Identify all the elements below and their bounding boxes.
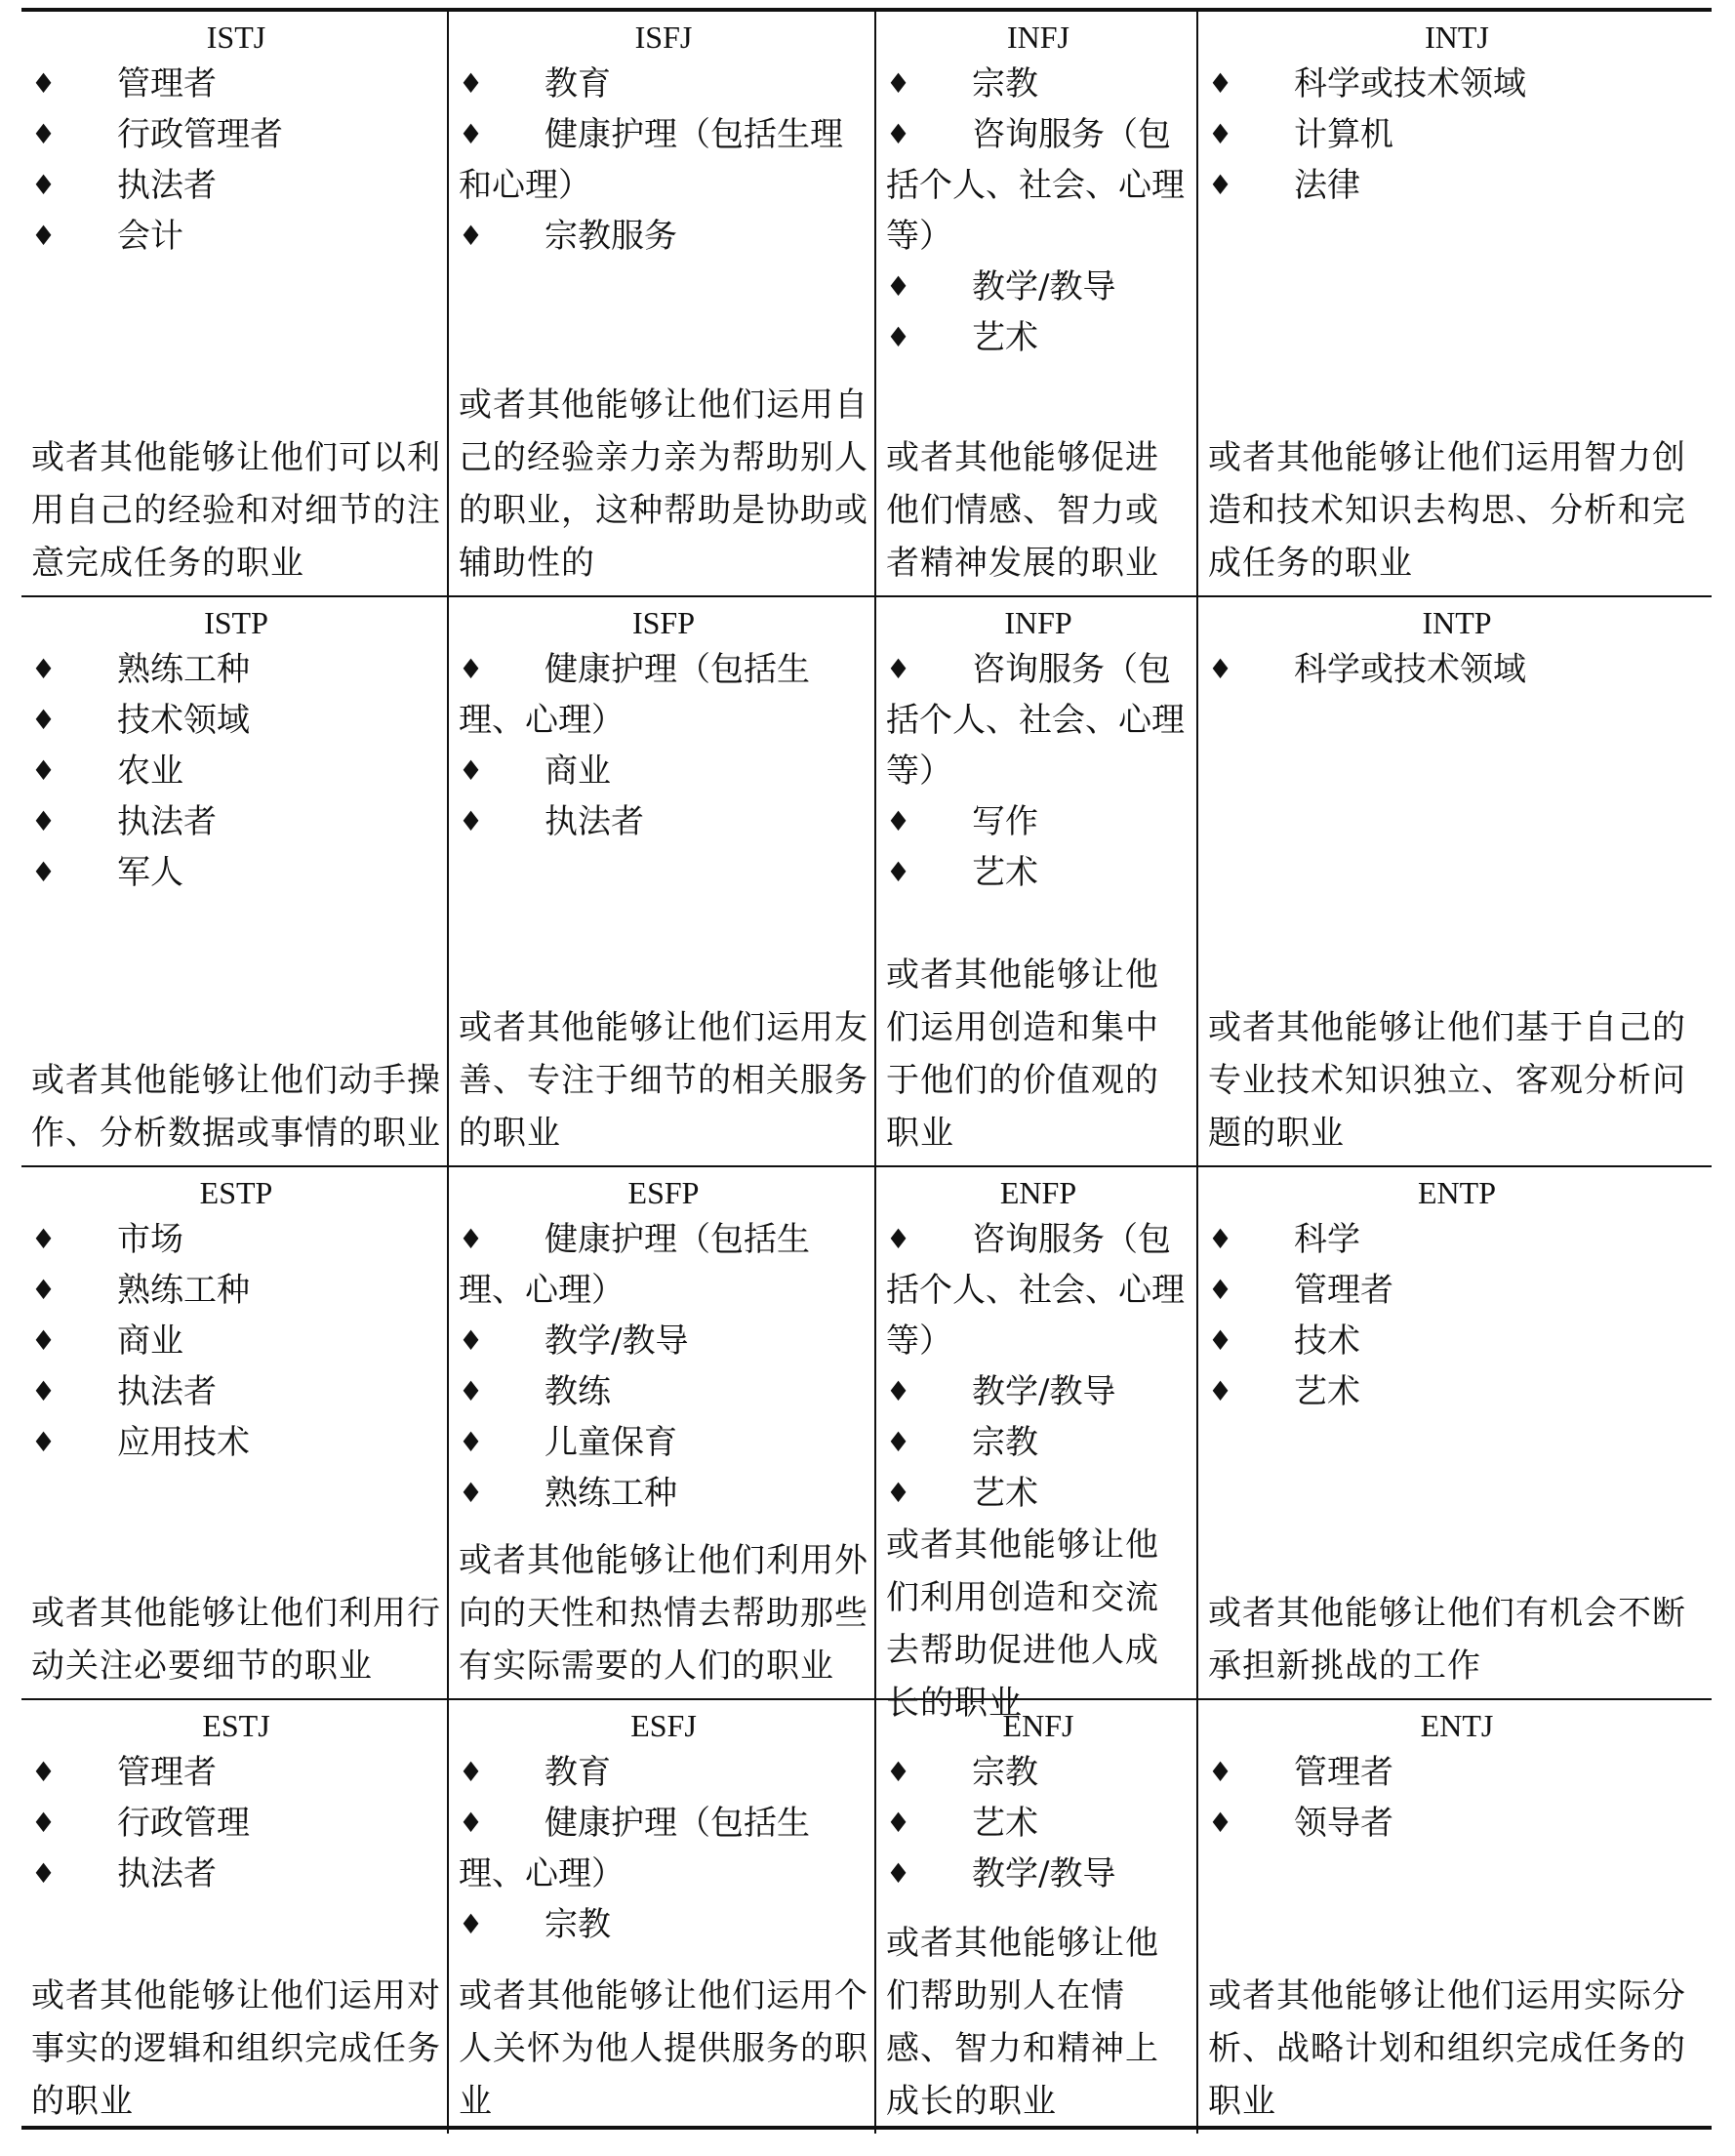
- diamond-bullet-icon: ♦: [886, 1426, 911, 1458]
- type-cell-infp: [876, 597, 1198, 1167]
- diamond-bullet-icon: ♦: [459, 653, 484, 685]
- diamond-bullet-icon: ♦: [459, 1375, 484, 1407]
- type-heading: ENTJ: [1420, 1708, 1494, 1743]
- career-item: [31, 59, 441, 109]
- career-item: [886, 59, 1190, 109]
- career-item-text: 宗教服务: [545, 217, 677, 256]
- career-list: [31, 1214, 441, 1468]
- diamond-bullet-icon: ♦: [886, 1375, 911, 1407]
- career-description: 或者其他能够让他们利用外向的天性和热情去帮助那些有实际需要的人们的职业: [459, 1541, 868, 1686]
- career-item-text: 技术领域: [117, 701, 250, 740]
- diamond-bullet-icon: ♦: [1208, 1324, 1233, 1357]
- career-item: [31, 160, 441, 211]
- career-item: [886, 847, 1190, 898]
- career-item-text: 咨询服务（包括个人、社会、心理等）: [886, 1220, 1185, 1361]
- diamond-bullet-icon: ♦: [886, 856, 911, 888]
- type-cell-entj: [1198, 1700, 1712, 2134]
- diamond-bullet-icon: ♦: [31, 1274, 57, 1306]
- diamond-bullet-icon: ♦: [459, 1426, 484, 1458]
- career-description: 或者其他能够让他们运用创造和集中于他们的价值观的职业: [886, 956, 1159, 1153]
- career-item-text: 管理者: [1294, 1753, 1393, 1792]
- career-item-text: 宗教: [972, 64, 1038, 103]
- career-list: [459, 644, 868, 847]
- career-item-text: 写作: [972, 802, 1038, 841]
- diamond-bullet-icon: ♦: [1208, 1807, 1233, 1839]
- career-item: [1208, 59, 1706, 109]
- career-item-text: 宗教: [545, 1905, 611, 1944]
- career-item-text: 咨询服务（包括个人、社会、心理等）: [886, 115, 1185, 256]
- type-cell-enfj: [876, 1700, 1198, 2134]
- diamond-bullet-icon: ♦: [886, 1223, 911, 1255]
- diamond-bullet-icon: ♦: [459, 1756, 484, 1788]
- type-heading: ESTP: [199, 1175, 273, 1210]
- type-heading: ISFP: [631, 605, 696, 640]
- diamond-bullet-icon: ♦: [886, 67, 911, 100]
- diamond-bullet-icon: ♦: [31, 1223, 57, 1255]
- career-item-text: 市场: [117, 1220, 183, 1259]
- career-item: [31, 211, 441, 262]
- career-item-text: 管理者: [117, 64, 217, 103]
- career-item-text: 艺术: [972, 1804, 1038, 1843]
- career-item-text: 健康护理（包括生理和心理）: [459, 115, 843, 205]
- diamond-bullet-icon: ♦: [459, 1807, 484, 1839]
- career-item-text: 健康护理（包括生理、心理）: [459, 1220, 810, 1310]
- type-heading: ENTP: [1418, 1175, 1496, 1210]
- career-item-text: 健康护理（包括生理、心理）: [459, 650, 810, 740]
- career-item: [886, 1849, 1190, 1899]
- diamond-bullet-icon: ♦: [459, 1324, 484, 1357]
- diamond-bullet-icon: ♦: [1208, 67, 1233, 100]
- career-description: 或者其他能够让他们运用友善、专注于细节的相关服务的职业: [459, 1008, 868, 1153]
- career-item-text: 行政管理: [117, 1804, 250, 1843]
- career-item: [1208, 1265, 1706, 1316]
- diamond-bullet-icon: ♦: [31, 220, 57, 252]
- career-item: [31, 695, 441, 746]
- career-item-text: 执法者: [545, 802, 644, 841]
- type-cell-estj: [21, 1700, 449, 2134]
- career-item: [459, 644, 868, 746]
- diamond-bullet-icon: ♦: [1208, 1274, 1233, 1306]
- career-item: [31, 796, 441, 847]
- career-item-text: 宗教: [972, 1423, 1038, 1462]
- career-item: [886, 262, 1190, 312]
- career-item: [459, 746, 868, 796]
- career-item-text: 艺术: [972, 853, 1038, 892]
- career-item: [31, 847, 441, 898]
- career-item-text: 宗教: [972, 1753, 1038, 1792]
- career-item: [31, 1417, 441, 1468]
- career-list: [1208, 644, 1706, 695]
- career-item-text: 儿童保育: [545, 1423, 677, 1462]
- career-item: [886, 109, 1190, 262]
- diamond-bullet-icon: ♦: [886, 1857, 911, 1890]
- diamond-bullet-icon: ♦: [886, 1807, 911, 1839]
- type-cell-isfj: [449, 12, 876, 597]
- career-item: [459, 796, 868, 847]
- diamond-bullet-icon: ♦: [459, 1477, 484, 1509]
- type-heading: ISFJ: [634, 20, 693, 55]
- career-item: [886, 1214, 1190, 1366]
- career-item: [886, 644, 1190, 796]
- career-item-text: 计算机: [1294, 115, 1393, 154]
- career-item: [1208, 1366, 1706, 1417]
- career-item-text: 咨询服务（包括个人、社会、心理等）: [886, 650, 1185, 791]
- career-item: [1208, 1798, 1706, 1849]
- type-heading: ESFJ: [630, 1708, 697, 1743]
- career-item-text: 执法者: [117, 1372, 217, 1411]
- career-item: [31, 109, 441, 160]
- career-item-text: 艺术: [972, 318, 1038, 357]
- diamond-bullet-icon: ♦: [459, 118, 484, 150]
- career-item: [31, 1747, 441, 1798]
- career-item-text: 管理者: [117, 1753, 217, 1792]
- career-item-text: 教学/教导: [972, 1372, 1116, 1411]
- career-item-text: 商业: [117, 1322, 183, 1361]
- diamond-bullet-icon: ♦: [31, 1324, 57, 1357]
- career-description: 或者其他能够让他们运用自己的经验亲力亲为帮助别人的职业，这种帮助是协助或辅助性的: [459, 386, 868, 583]
- career-list: [31, 59, 441, 262]
- type-cell-enfp: [876, 1167, 1198, 1723]
- career-item-text: 技术: [1294, 1322, 1360, 1361]
- diamond-bullet-icon: ♦: [31, 653, 57, 685]
- diamond-bullet-icon: ♦: [31, 169, 57, 201]
- career-description: 或者其他能够让他们运用实际分析、战略计划和组织完成任务的职业: [1208, 1976, 1686, 2121]
- diamond-bullet-icon: ♦: [31, 805, 57, 837]
- type-cell-infj: [876, 12, 1198, 597]
- career-item: [459, 109, 868, 211]
- diamond-bullet-icon: ♦: [31, 1807, 57, 1839]
- diamond-bullet-icon: ♦: [31, 754, 57, 787]
- career-item: [886, 1747, 1190, 1798]
- diamond-bullet-icon: ♦: [459, 1908, 484, 1940]
- type-cell-estp: [21, 1167, 449, 1700]
- career-item-text: 教学/教导: [972, 267, 1116, 306]
- career-item: [459, 211, 868, 262]
- career-list: [1208, 1747, 1706, 1849]
- type-cell-entp: [1198, 1167, 1712, 1700]
- type-heading: ENFP: [999, 1175, 1077, 1210]
- career-list: [886, 1747, 1190, 1899]
- career-item: [459, 1468, 868, 1519]
- career-item: [459, 1316, 868, 1366]
- career-item: [886, 1366, 1190, 1417]
- career-list: [31, 1747, 441, 1899]
- diamond-bullet-icon: ♦: [886, 1756, 911, 1788]
- career-item: [31, 1265, 441, 1316]
- career-item: [1208, 109, 1706, 160]
- career-item: [31, 1798, 441, 1849]
- career-description: 或者其他能够促进他们情感、智力或者精神发展的职业: [886, 438, 1159, 583]
- type-cell-isfp: [449, 597, 876, 1167]
- career-description: 或者其他能够让他们利用创造和交流去帮助促进他人成长的职业: [886, 1525, 1159, 1723]
- career-item-text: 商业: [545, 752, 611, 791]
- career-item-text: 农业: [117, 752, 183, 791]
- career-item: [1208, 1747, 1706, 1798]
- career-list: [459, 1747, 868, 1950]
- diamond-bullet-icon: ♦: [1208, 169, 1233, 201]
- career-item: [1208, 1316, 1706, 1366]
- type-heading: INTJ: [1425, 20, 1489, 55]
- career-item: [1208, 644, 1706, 695]
- career-list: [886, 644, 1190, 898]
- career-table: [21, 8, 1712, 2130]
- diamond-bullet-icon: ♦: [886, 270, 911, 303]
- career-description: 或者其他能够让他们基于自己的专业技术知识独立、客观分析问题的职业: [1208, 1008, 1686, 1153]
- career-list: [1208, 1214, 1706, 1417]
- career-item-text: 科学或技术领域: [1294, 650, 1526, 689]
- type-cell-esfj: [449, 1700, 876, 2134]
- type-cell-istp: [21, 597, 449, 1167]
- diamond-bullet-icon: ♦: [459, 220, 484, 252]
- career-item: [886, 312, 1190, 363]
- type-cell-istj: [21, 12, 449, 597]
- career-item-text: 健康护理（包括生理、心理）: [459, 1804, 810, 1893]
- diamond-bullet-icon: ♦: [31, 67, 57, 100]
- career-item: [31, 1849, 441, 1899]
- career-item-text: 教练: [545, 1372, 611, 1411]
- type-heading: ISTJ: [206, 20, 266, 55]
- career-item: [459, 1366, 868, 1417]
- career-list: [886, 59, 1190, 363]
- career-item-text: 会计: [117, 217, 183, 256]
- type-cell-intj: [1198, 12, 1712, 597]
- diamond-bullet-icon: ♦: [31, 118, 57, 150]
- career-list: [31, 644, 441, 898]
- career-list: [459, 59, 868, 262]
- type-heading: INFJ: [1006, 20, 1069, 55]
- diamond-bullet-icon: ♦: [459, 754, 484, 787]
- career-item: [31, 644, 441, 695]
- career-item: [31, 1214, 441, 1265]
- career-item-text: 教学/教导: [972, 1854, 1116, 1893]
- career-item-text: 教育: [545, 1753, 611, 1792]
- career-description: 或者其他能够让他们帮助别人在情感、智力和精神上成长的职业: [886, 1924, 1159, 2121]
- diamond-bullet-icon: ♦: [1208, 653, 1233, 685]
- career-item-text: 艺术: [972, 1474, 1038, 1513]
- career-item: [886, 796, 1190, 847]
- career-item-text: 教学/教导: [545, 1322, 689, 1361]
- diamond-bullet-icon: ♦: [1208, 1756, 1233, 1788]
- career-item: [886, 1468, 1190, 1519]
- diamond-bullet-icon: ♦: [459, 67, 484, 100]
- diamond-bullet-icon: ♦: [886, 653, 911, 685]
- career-description: 或者其他能够让他们运用对事实的逻辑和组织完成任务的职业: [31, 1976, 441, 2121]
- diamond-bullet-icon: ♦: [31, 704, 57, 736]
- diamond-bullet-icon: ♦: [31, 1375, 57, 1407]
- career-item-text: 熟练工种: [545, 1474, 677, 1513]
- career-item-text: 军人: [117, 853, 183, 892]
- career-item-text: 法律: [1294, 166, 1360, 205]
- career-item-text: 熟练工种: [117, 650, 250, 689]
- diamond-bullet-icon: ♦: [31, 1426, 57, 1458]
- diamond-bullet-icon: ♦: [886, 321, 911, 353]
- diamond-bullet-icon: ♦: [459, 1223, 484, 1255]
- career-item: [459, 1214, 868, 1316]
- diamond-bullet-icon: ♦: [886, 805, 911, 837]
- type-cell-esfp: [449, 1167, 876, 1700]
- career-item: [31, 1366, 441, 1417]
- diamond-bullet-icon: ♦: [1208, 118, 1233, 150]
- career-item-text: 艺术: [1294, 1372, 1360, 1411]
- career-description: 或者其他能够让他们运用智力创造和技术知识去构思、分析和完成任务的职业: [1208, 438, 1686, 583]
- career-item-text: 执法者: [117, 166, 217, 205]
- career-list: [1208, 59, 1706, 211]
- career-item-text: 科学或技术领域: [1294, 64, 1526, 103]
- diamond-bullet-icon: ♦: [886, 118, 911, 150]
- diamond-bullet-icon: ♦: [31, 1857, 57, 1890]
- diamond-bullet-icon: ♦: [31, 1756, 57, 1788]
- career-item-text: 管理者: [1294, 1271, 1393, 1310]
- career-item: [886, 1417, 1190, 1468]
- type-heading: INTP: [1422, 605, 1492, 640]
- career-item-text: 领导者: [1294, 1804, 1393, 1843]
- type-heading: ESFP: [627, 1175, 700, 1210]
- diamond-bullet-icon: ♦: [1208, 1375, 1233, 1407]
- career-description: 或者其他能够让他们有机会不断承担新挑战的工作: [1208, 1594, 1686, 1686]
- type-heading: ISTP: [204, 605, 268, 640]
- career-item: [1208, 160, 1706, 211]
- type-heading: INFP: [1004, 605, 1072, 640]
- career-item: [1208, 1214, 1706, 1265]
- career-item-text: 科学: [1294, 1220, 1360, 1259]
- career-item: [459, 1417, 868, 1468]
- career-item: [31, 1316, 441, 1366]
- career-description: 或者其他能够让他们可以利用自己的经验和对细节的注意完成任务的职业: [31, 438, 441, 583]
- career-description: 或者其他能够让他们动手操作、分析数据或事情的职业: [31, 1061, 441, 1153]
- career-item: [459, 1747, 868, 1798]
- career-list: [459, 1214, 868, 1519]
- type-cell-intp: [1198, 597, 1712, 1167]
- career-item-text: 教育: [545, 64, 611, 103]
- diamond-bullet-icon: ♦: [886, 1477, 911, 1509]
- diamond-bullet-icon: ♦: [459, 805, 484, 837]
- career-item-text: 熟练工种: [117, 1271, 250, 1310]
- career-list: [886, 1214, 1190, 1519]
- career-description: 或者其他能够让他们运用个人关怀为他人提供服务的职业: [459, 1976, 868, 2121]
- type-heading: ESTJ: [202, 1708, 270, 1743]
- career-item-text: 行政管理者: [117, 115, 283, 154]
- career-item-text: 应用技术: [117, 1423, 250, 1462]
- career-item: [459, 1798, 868, 1899]
- career-item: [459, 59, 868, 109]
- career-item-text: 执法者: [117, 802, 217, 841]
- diamond-bullet-icon: ♦: [1208, 1223, 1233, 1255]
- type-heading: ENFJ: [1002, 1708, 1074, 1743]
- career-item: [459, 1899, 868, 1950]
- career-item: [886, 1798, 1190, 1849]
- career-item: [31, 746, 441, 796]
- career-description: 或者其他能够让他们利用行动关注必要细节的职业: [31, 1594, 441, 1686]
- career-item-text: 执法者: [117, 1854, 217, 1893]
- diamond-bullet-icon: ♦: [31, 856, 57, 888]
